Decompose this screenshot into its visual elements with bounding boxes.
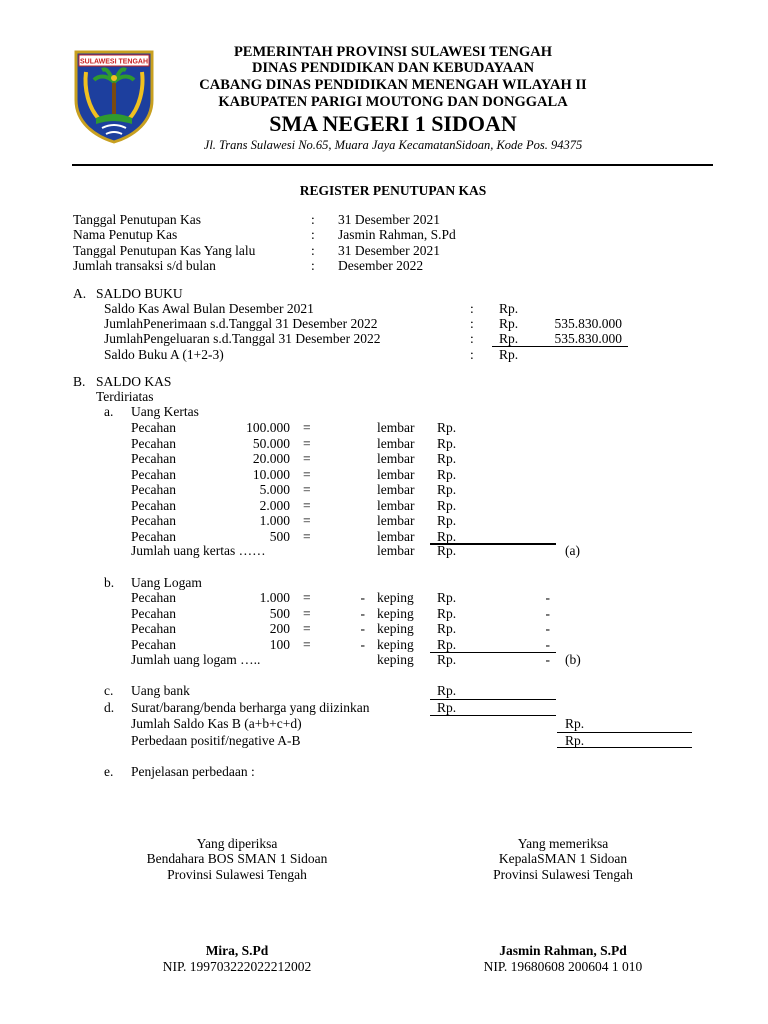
denomination-value: 100 [269,637,290,652]
dash: - [360,590,365,605]
denomination-value: 20.000 [252,451,290,466]
signature-role: Yang memeriksa [517,836,609,851]
rp-label: Rp. [565,716,585,731]
saldo-buku-label: Saldo Buku A (1+2-3) [104,347,224,362]
pecahan-label: Pecahan [131,482,176,497]
rp-label: Rp. [437,637,457,652]
unit-label: lembar [377,420,415,435]
pecahan-label: Pecahan [131,498,176,513]
denomination-value: 100.000 [246,420,290,435]
rp-label: Rp. [437,482,457,497]
rp-label: Rp. [499,331,519,346]
pecahan-label: Pecahan [131,529,176,544]
info-value: Desember 2022 [338,258,424,273]
signature-role: Yang diperiksa [196,836,278,851]
section-b-subtitle: Terdiriatas [96,389,154,404]
section-a-letter: A. [73,286,87,301]
denomination-value: 50.000 [252,436,290,451]
perbedaan-label: Perbedaan positif/negative A-B [131,733,301,748]
signatory-nip: NIP. 19680608 200604 1 010 [483,959,643,974]
denomination-value: 500 [269,529,290,544]
unit-label: keping [377,637,414,652]
colon: : [311,258,315,273]
signatory-nip: NIP. 199703222022212002 [162,959,312,974]
provincial-logo [72,48,156,144]
info-label: Tanggal Penutupan Kas [73,212,202,227]
school-address: Jl. Trans Sulawesi No.65, Muara Jaya KecamatanSidoan, Kode Pos. 94375 [203,138,583,152]
signature-role: KepalaSMAN 1 Sidoan [498,851,628,866]
kertas-total-label: Jumlah uang kertas …… [131,543,266,558]
saldo-buku-label: JumlahPenerimaan s.d.Tanggal 31 Desember 2022 [104,316,378,331]
total-mark: (b) [565,652,581,667]
dash: - [360,621,365,636]
unit-label: lembar [377,467,415,482]
section-b-letter: B. [73,374,86,389]
pecahan-label: Pecahan [131,420,176,435]
colon: : [470,331,474,346]
unit-label: lembar [377,529,415,544]
unit-label: lembar [377,543,415,558]
denomination-value: 200 [269,621,290,636]
unit-label: keping [377,621,414,636]
denomination-value: 2.000 [259,498,290,513]
rp-label: Rp. [437,420,457,435]
equals-sign: = [303,621,311,636]
penjelasan-label: Penjelasan perbedaan : [131,764,255,779]
rp-label: Rp. [437,652,457,667]
school-name: SMA NEGERI 1 SIDOAN [269,111,517,136]
pecahan-label: Pecahan [131,590,176,605]
rp-label: Rp. [437,436,457,451]
equals-sign: = [303,436,311,451]
sum-underline [430,543,556,544]
rp-label: Rp. [499,347,519,362]
pecahan-label: Pecahan [131,606,176,621]
dash: - [545,652,550,667]
saldo-buku-label: Saldo Kas Awal Bulan Desember 2021 [104,301,314,316]
equals-sign: = [303,590,311,605]
unit-label: lembar [377,451,415,466]
dash: - [545,606,550,621]
equals-sign: = [303,498,311,513]
saldo-kas-b-label: Jumlah Saldo Kas B (a+b+c+d) [131,716,302,731]
uang-logam-title: Uang Logam [131,575,202,590]
pecahan-label: Pecahan [131,513,176,528]
colon: : [470,301,474,316]
unit-label: keping [377,590,414,605]
sum-underline [557,747,692,748]
rp-label: Rp. [437,683,457,698]
pecahan-label: Pecahan [131,621,176,636]
unit-label: lembar [377,513,415,528]
info-label: Jumlah transaksi s/d bulan [73,258,216,273]
header-line-4: KABUPATEN PARIGI MOUTONG DAN DONGGALA [218,94,568,110]
dash: - [360,637,365,652]
pecahan-label: Pecahan [131,637,176,652]
rp-label: Rp. [437,513,457,528]
denomination-value: 5.000 [259,482,290,497]
info-label: Tanggal Penutupan Kas Yang lalu [73,243,256,258]
section-a-title: SALDO BUKU [96,286,183,301]
rp-label: Rp. [437,543,457,558]
signatory-name: Mira, S.Pd [205,943,269,958]
denomination-value: 1.000 [259,590,290,605]
saldo-buku-label: JumlahPengeluaran s.d.Tanggal 31 Desember 2022 [104,331,381,346]
info-label: Nama Penutup Kas [73,227,178,242]
equals-sign: = [303,513,311,528]
unit-label: lembar [377,436,415,451]
header-divider [72,164,713,166]
denomination-value: 500 [269,606,290,621]
unit-label: keping [377,652,414,667]
equals-sign: = [303,529,311,544]
logo-label: SULAWESI TENGAH [79,58,149,66]
colon: : [470,316,474,331]
rp-label: Rp. [437,621,457,636]
logam-total-label: Jumlah uang logam ….. [131,652,261,667]
header-line-2: DINAS PENDIDIKAN DAN KEBUDAYAAN [251,60,535,76]
info-value: 31 Desember 2021 [338,212,440,227]
denomination-value: 10.000 [252,467,290,482]
rp-label: Rp. [499,301,519,316]
equals-sign: = [303,606,311,621]
document-title: REGISTER PENUTUPAN KAS [299,183,487,198]
dash: - [545,590,550,605]
rp-label: Rp. [437,606,457,621]
section-b-title: SALDO KAS [96,374,172,389]
equals-sign: = [303,637,311,652]
rp-label: Rp. [437,467,457,482]
header-line-1: PEMERINTAH PROVINSI SULAWESI TENGAH [233,44,553,60]
item-letter: c. [104,683,114,698]
info-value: Jasmin Rahman, S.Pd [338,227,456,242]
colon: : [311,212,315,227]
dash: - [545,637,550,652]
colon: : [311,227,315,242]
denomination-value: 1.000 [259,513,290,528]
equals-sign: = [303,482,311,497]
equals-sign: = [303,467,311,482]
rp-label: Rp. [437,590,457,605]
colon: : [311,243,315,258]
amount: 535.830.000 [554,331,622,346]
unit-label: lembar [377,498,415,513]
uang-kertas-title: Uang Kertas [131,404,199,419]
header-line-3: CABANG DINAS PENDIDIKAN MENENGAH WILAYAH II [199,77,587,93]
item-letter: d. [104,700,115,715]
pecahan-label: Pecahan [131,451,176,466]
equals-sign: = [303,451,311,466]
pecahan-label: Pecahan [131,467,176,482]
info-value: 31 Desember 2021 [338,243,440,258]
uang-bank-label: Uang bank [131,683,190,698]
sum-underline [430,652,556,653]
item-letter: e. [104,764,114,779]
dash: - [360,606,365,621]
rp-label: Rp. [437,498,457,513]
amount: 535.830.000 [554,316,622,331]
item-letter: b. [104,575,115,590]
colon: : [470,347,474,362]
signature-role: Provinsi Sulawesi Tengah [493,867,633,882]
unit-label: keping [377,606,414,621]
total-mark: (a) [565,543,580,558]
equals-sign: = [303,420,311,435]
sum-underline [430,715,556,716]
unit-label: lembar [377,482,415,497]
rp-label: Rp. [499,316,519,331]
rp-label: Rp. [437,451,457,466]
rp-label: Rp. [437,529,457,544]
item-letter: a. [104,404,114,419]
dash: - [545,621,550,636]
rp-label: Rp. [565,733,585,748]
signatory-name: Jasmin Rahman, S.Pd [499,943,627,958]
rp-label: Rp. [437,700,457,715]
surat-berharga-label: Surat/barang/benda berharga yang diizinkan [131,700,370,715]
signature-role: Provinsi Sulawesi Tengah [167,867,307,882]
signature-role: Bendahara BOS SMAN 1 Sidoan [146,851,328,866]
pecahan-label: Pecahan [131,436,176,451]
